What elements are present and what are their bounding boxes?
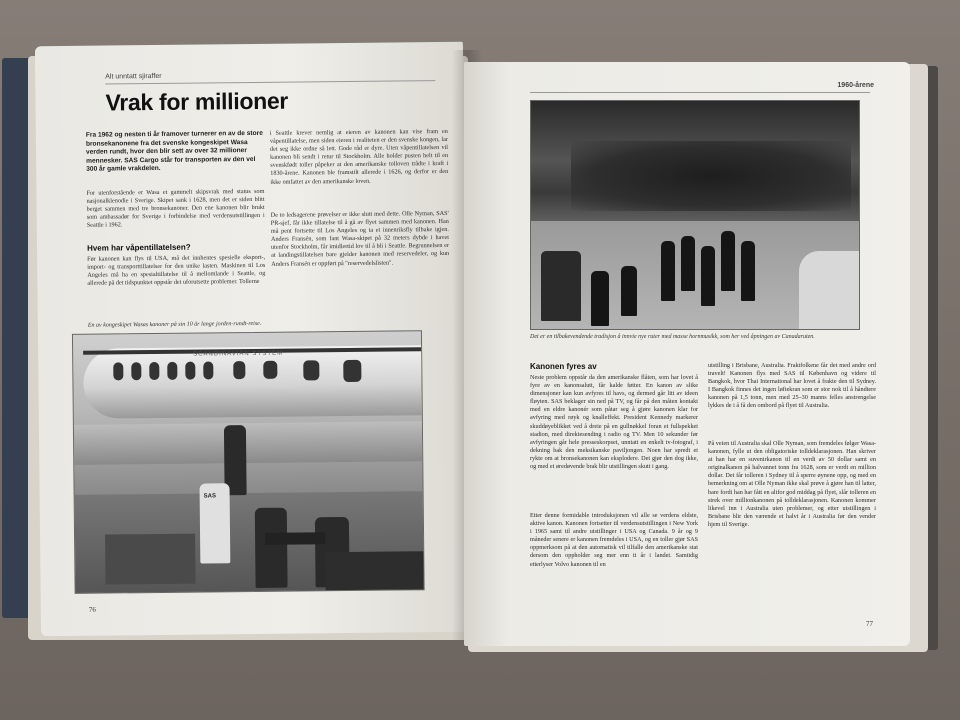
crew-member — [255, 508, 288, 588]
body-paragraph: i Seattle krever nemlig at eieren av kanonen kan vise fram en våpentillatelse, men siden eieren i realiteten er den svenske kongen, lar det seg ikke ordne så lett. Gode råd er dyre. Uten våpentillatelsen vil kanonen bli sendt i retur til Stockholm. Alle holder pusten helt til en svenskfødt toller påpeker at den amerikanske tolloven trådte i kraft i 1830-årene. Kanonen ble framstilt allerede i 1626, og derfor er den ikke omfattet av den amerikanske loven. — [269, 127, 449, 186]
crew-member-sas-shirt — [200, 483, 231, 563]
body-paragraph: Neste problem oppstår da den amerikanske flåten, som har lovet å fyre av en kanonsalutt, får kalde føtter. En kanon av slike dimensjoner kan kun avfyres til havs, og dermed går litt av ideen fløyten. SAS beklager sin ned på TV, og får på den måten kontakt med en eldre kanonér som påtar seg å gjøre kanonen klar for avfyring med røyk og knalleffekt. President Kennedy markerer skuddøyeblikket ved å dreie på en gullnøkkel foran et fullspekket stadion, med direktesending i radio og TV. Men 10 sekunder før avfyringen går hele presseskorpset, unntatt en enkelt tv-fotograf, i dekning bak den meksikanske paviljongen. Noen har spredt et rykte om at bronsekanonen kan eksplodere. Det gjør den dog ikke, og med et øredøvende brak blir utstillingen skutt i gang. — [530, 374, 698, 471]
band-musician — [681, 236, 695, 291]
photo-caption: Det er en tilbakevendende tradisjon å innvie nye ruter med masse hornmusikk, som her ved åpningen av Canadaruten. — [530, 334, 815, 340]
covered-object — [799, 251, 859, 330]
band-group — [541, 251, 581, 321]
subheading: Hvem har våpentillatelsen? — [86, 242, 191, 253]
header-rule-left — [105, 80, 435, 84]
cargo-crate — [105, 534, 196, 585]
running-head-left: Alt unntatt sjiraffer — [105, 72, 162, 81]
aircraft-windows — [113, 360, 373, 381]
band-musician — [721, 231, 735, 291]
crowd — [571, 141, 851, 211]
body-paragraph: utstilling i Brisbane, Australia. Fraktfolkene får det med andre ord travelt! Kanonen flys med SAS til København og videre til Bangkok, hvor Thai International har lovet å frakte den til Sydney. I Bangkok finnes det ingen løftekran som er stor nok til å håndtere kanonen på 1,5 tonn, men med 25–30 manns felles anstrengelse lykkes de i å få den ombord på flyet til Australia. — [708, 362, 876, 410]
band-musician — [591, 271, 609, 326]
body-paragraph: På veien til Australia skal Olle Nyman, som fremdeles følger Wasa-kanonen, fylle ut den obligatoriske tolldeklarasjonen. Han skriver at han har en suvenirkanon til en verdi av 50 dollar samt en originalkanon på halvannet tonn fra 1628, som er verdt en million dollar. Det får tolleren i Sydney til å sperre øynene opp, og med en bemerkning om at Olle Nyman ikke skal prøve å gjøre han til latter, bare fordi han har fått en altfor god middag på flyet, slår tolleren en strek over millionkanonen på tolldeklarasjonen. Kanonen kommer likevel inn i Australia uten problemer, og etter utstillingen i Brisbane blir den værende et halvt år i Australia før den vender hjem til Sverige. — [708, 440, 876, 528]
body-paragraph: De to ledsagerene prøvelser er ikke slutt med dette. Olle Nyman, SAS' PR-sjef, får ikke tillatelse til å gå av flyet sammen med kanonen. Han må pent fortsette til Los Angeles og ta et innenriksfly tilbake igjen. Anders Fransén, som fant Wasa-skipet på 32 meters dybde i havet utenfor Stockholm, får imidlertid lov til å bli i Seattle. Begrunnelsen er at landingstillatelsen bare gjelder kanonen med reservedeler, og kun Anders Fransén er oppført på "reservedelslisten". — [270, 209, 450, 268]
left-page — [35, 42, 469, 636]
aircraft-logo-text: SCANDINAVIAN SYSTEM — [193, 350, 284, 358]
band-musician — [701, 246, 715, 306]
subheading: Kanonen fyres av — [530, 362, 597, 371]
body-paragraph: For utenforstående er Wasa et gammelt skipsvrak med status som nasjonalklenodie i Sverige. Skipet sank i 1628, men det er siden blitt berget sammen med tre bronsekanoner. Den ene kanonen blir brukt som ambassadør for Sverige i forbindelse med verdensutstillingen i Seattle i 1962. — [86, 187, 265, 230]
running-head-right: 1960-årene — [837, 82, 874, 89]
band-musician — [621, 266, 637, 316]
aircraft-loading-photo — [72, 330, 425, 594]
header-rule-right — [530, 92, 870, 93]
band-musician — [741, 241, 755, 301]
loading-platform — [325, 551, 424, 592]
article-lead: Fra 1962 og nesten ti år framover turnerer en av de store bronsekanonene fra det svenske kongeskipet Wasa verden rundt, hvor den blir sett av over 32 millioner mennesker. SAS Cargo står for transporten av den vel 300 år gamle vrakdelen. — [85, 129, 263, 174]
page-number-right: 77 — [866, 620, 873, 628]
band-musician — [661, 241, 675, 301]
photo-caption: En av kongeskipet Wasas kanoner på sin 10 år lange jorden-rundt-reise. — [87, 320, 262, 329]
cannon-barrel — [265, 532, 325, 545]
sas-shirt-logo: SAS — [203, 493, 217, 500]
brass-band-photo — [530, 100, 860, 330]
page-number-left: 76 — [88, 605, 96, 614]
article-headline: Vrak for millioner — [105, 87, 289, 116]
body-paragraph: Før kanonen kan flys til USA, må det innhentes spesielle eksport-, import- og transporttillatelser for den unike lasten. Maskinen til Los Angeles må ha en spesialtillatelse til å mellomlande i Seattle, og allerede på det tidspunktet oppstår det uforutsette problemer. Tollerne — [87, 253, 266, 288]
aircraft-wing — [74, 421, 424, 465]
body-paragraph: Etter denne formidable introduksjonen vil alle se verdens eldste, aktive kanon. Kanonen fortsetter til verdensutstillingen i New York i 1965 samt til andre utstillinger i USA og Canada. 9 år og 9 måneder senere er kanonen fremdeles i USA, og en toller gjør SAS oppmerksom på at den automatisk vil tilfalle den amerikanske stat dersom den oppholder seg mer enn ti år i landet. Samtidig etterlyser Volvo kanonen til en — [530, 512, 698, 568]
right-page — [464, 62, 910, 646]
